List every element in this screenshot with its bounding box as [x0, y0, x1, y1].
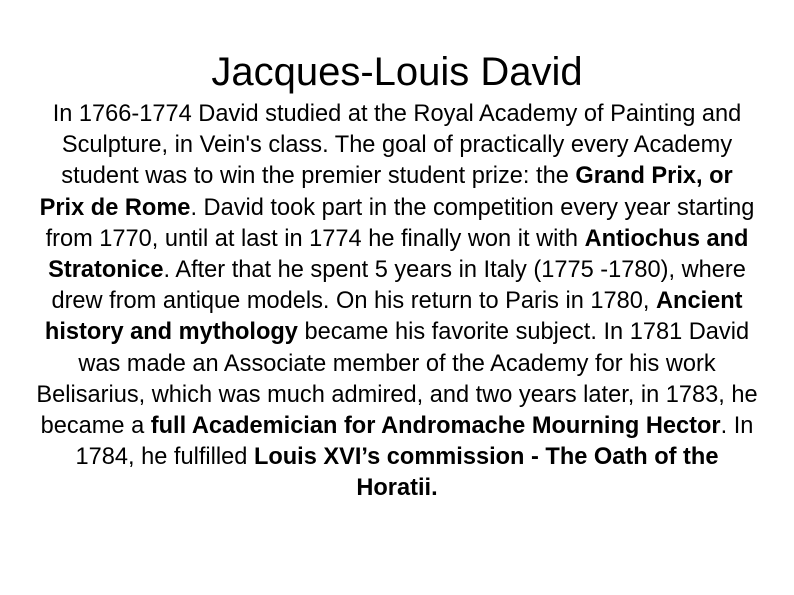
- bold-full-academician: full Academician for Andromache Mourning Hector: [150, 413, 721, 440]
- slide-title: Jacques-Louis David: [211, 50, 583, 94]
- body-text-segment-4: became his favorite subject. In 1781 David was made an Associate member of the Academy for his work Belisarius, which was much admired, and two years later, in 1783, he became a: [36, 319, 758, 440]
- bold-oath-of-the-horatii: Louis XVI’s commission - The Oath of the Horatii.: [253, 444, 719, 502]
- bold-ancient-history-mythology: Ancient history and mythology: [44, 288, 743, 346]
- body-text-segment-1: In 1766-1774 David studied at the Royal Academy of Painting and Sculpture, in Vein's class. The goal of practically every Academy student was to win the premier student prize: the: [52, 101, 742, 190]
- body-text-segment-3: . After that he spent 5 years in Italy (1775 -1780), where drew from antique models. On his return to Paris in 1780,: [51, 257, 746, 315]
- bold-prix-de-rome: Grand Prix, or Prix de Rome: [39, 163, 733, 221]
- slide-body-text: [36, 99, 758, 505]
- body-text-segment-2: . David took part in the competition every year starting from 1770, until at last in 1774 he finally won it with: [45, 194, 755, 252]
- body-text-segment-5: . In 1784, he fulfilled: [75, 413, 754, 471]
- bold-antiochus-and-stratonice: Antiochus and Stratonice: [48, 225, 749, 284]
